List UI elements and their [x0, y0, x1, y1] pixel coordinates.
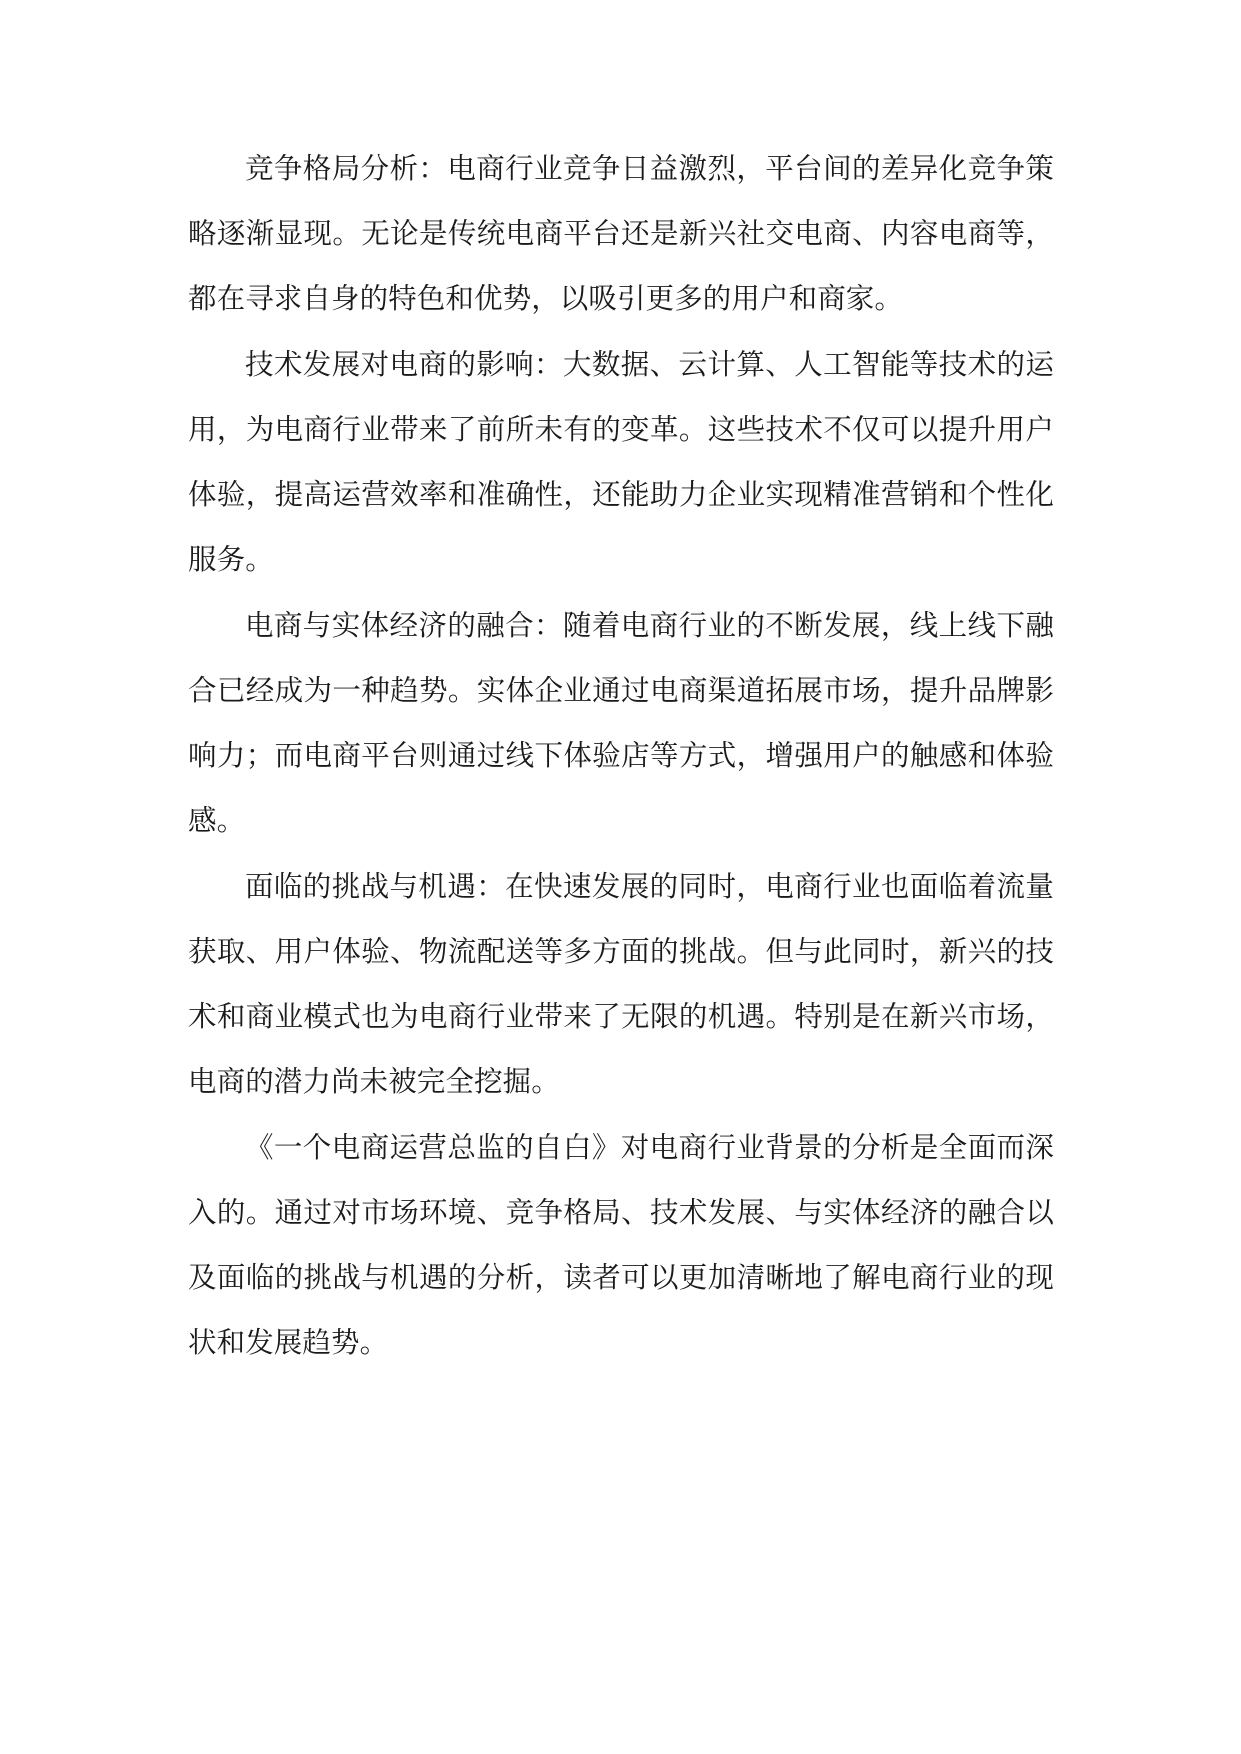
paragraph-integration: 电商与实体经济的融合：随着电商行业的不断发展，线上线下融合已经成为一种趋势。实体企业通过电商渠道拓展市场，提升品牌影响力；而电商平台则通过线下体验店等方式，增强用户的触感和体验感。: [188, 609, 1054, 837]
paragraph-technology: 技术发展对电商的影响：大数据、云计算、人工智能等技术的运用，为电商行业带来了前所未有的变革。这些技术不仅可以提升用户体验，提高运营效率和准确性，还能助力企业实现精准营销和个性化服务。: [188, 348, 1054, 576]
paragraph-competition: 竞争格局分析：电商行业竞争日益激烈，平台间的差异化竞争策略逐渐显现。无论是传统电商平台还是新兴社交电商、内容电商等，都在寻求自身的特色和优势，以吸引更多的用户和商家。: [188, 152, 1054, 315]
paragraph-challenges: 面临的挑战与机遇：在快速发展的同时，电商行业也面临着流量获取、用户体验、物流配送等多方面的挑战。但与此同时，新兴的技术和商业模式也为电商行业带来了无限的机遇。特别是在新兴市场，电商的潜力尚未被完全挖掘。: [188, 870, 1054, 1098]
document-body: [188, 136, 1054, 1376]
paragraph-summary: 《一个电商运营总监的自白》对电商行业背景的分析是全面而深入的。通过对市场环境、竞争格局、技术发展、与实体经济的融合以及面临的挑战与机遇的分析，读者可以更加清晰地了解电商行业的现状和发展趋势。: [188, 1131, 1054, 1359]
